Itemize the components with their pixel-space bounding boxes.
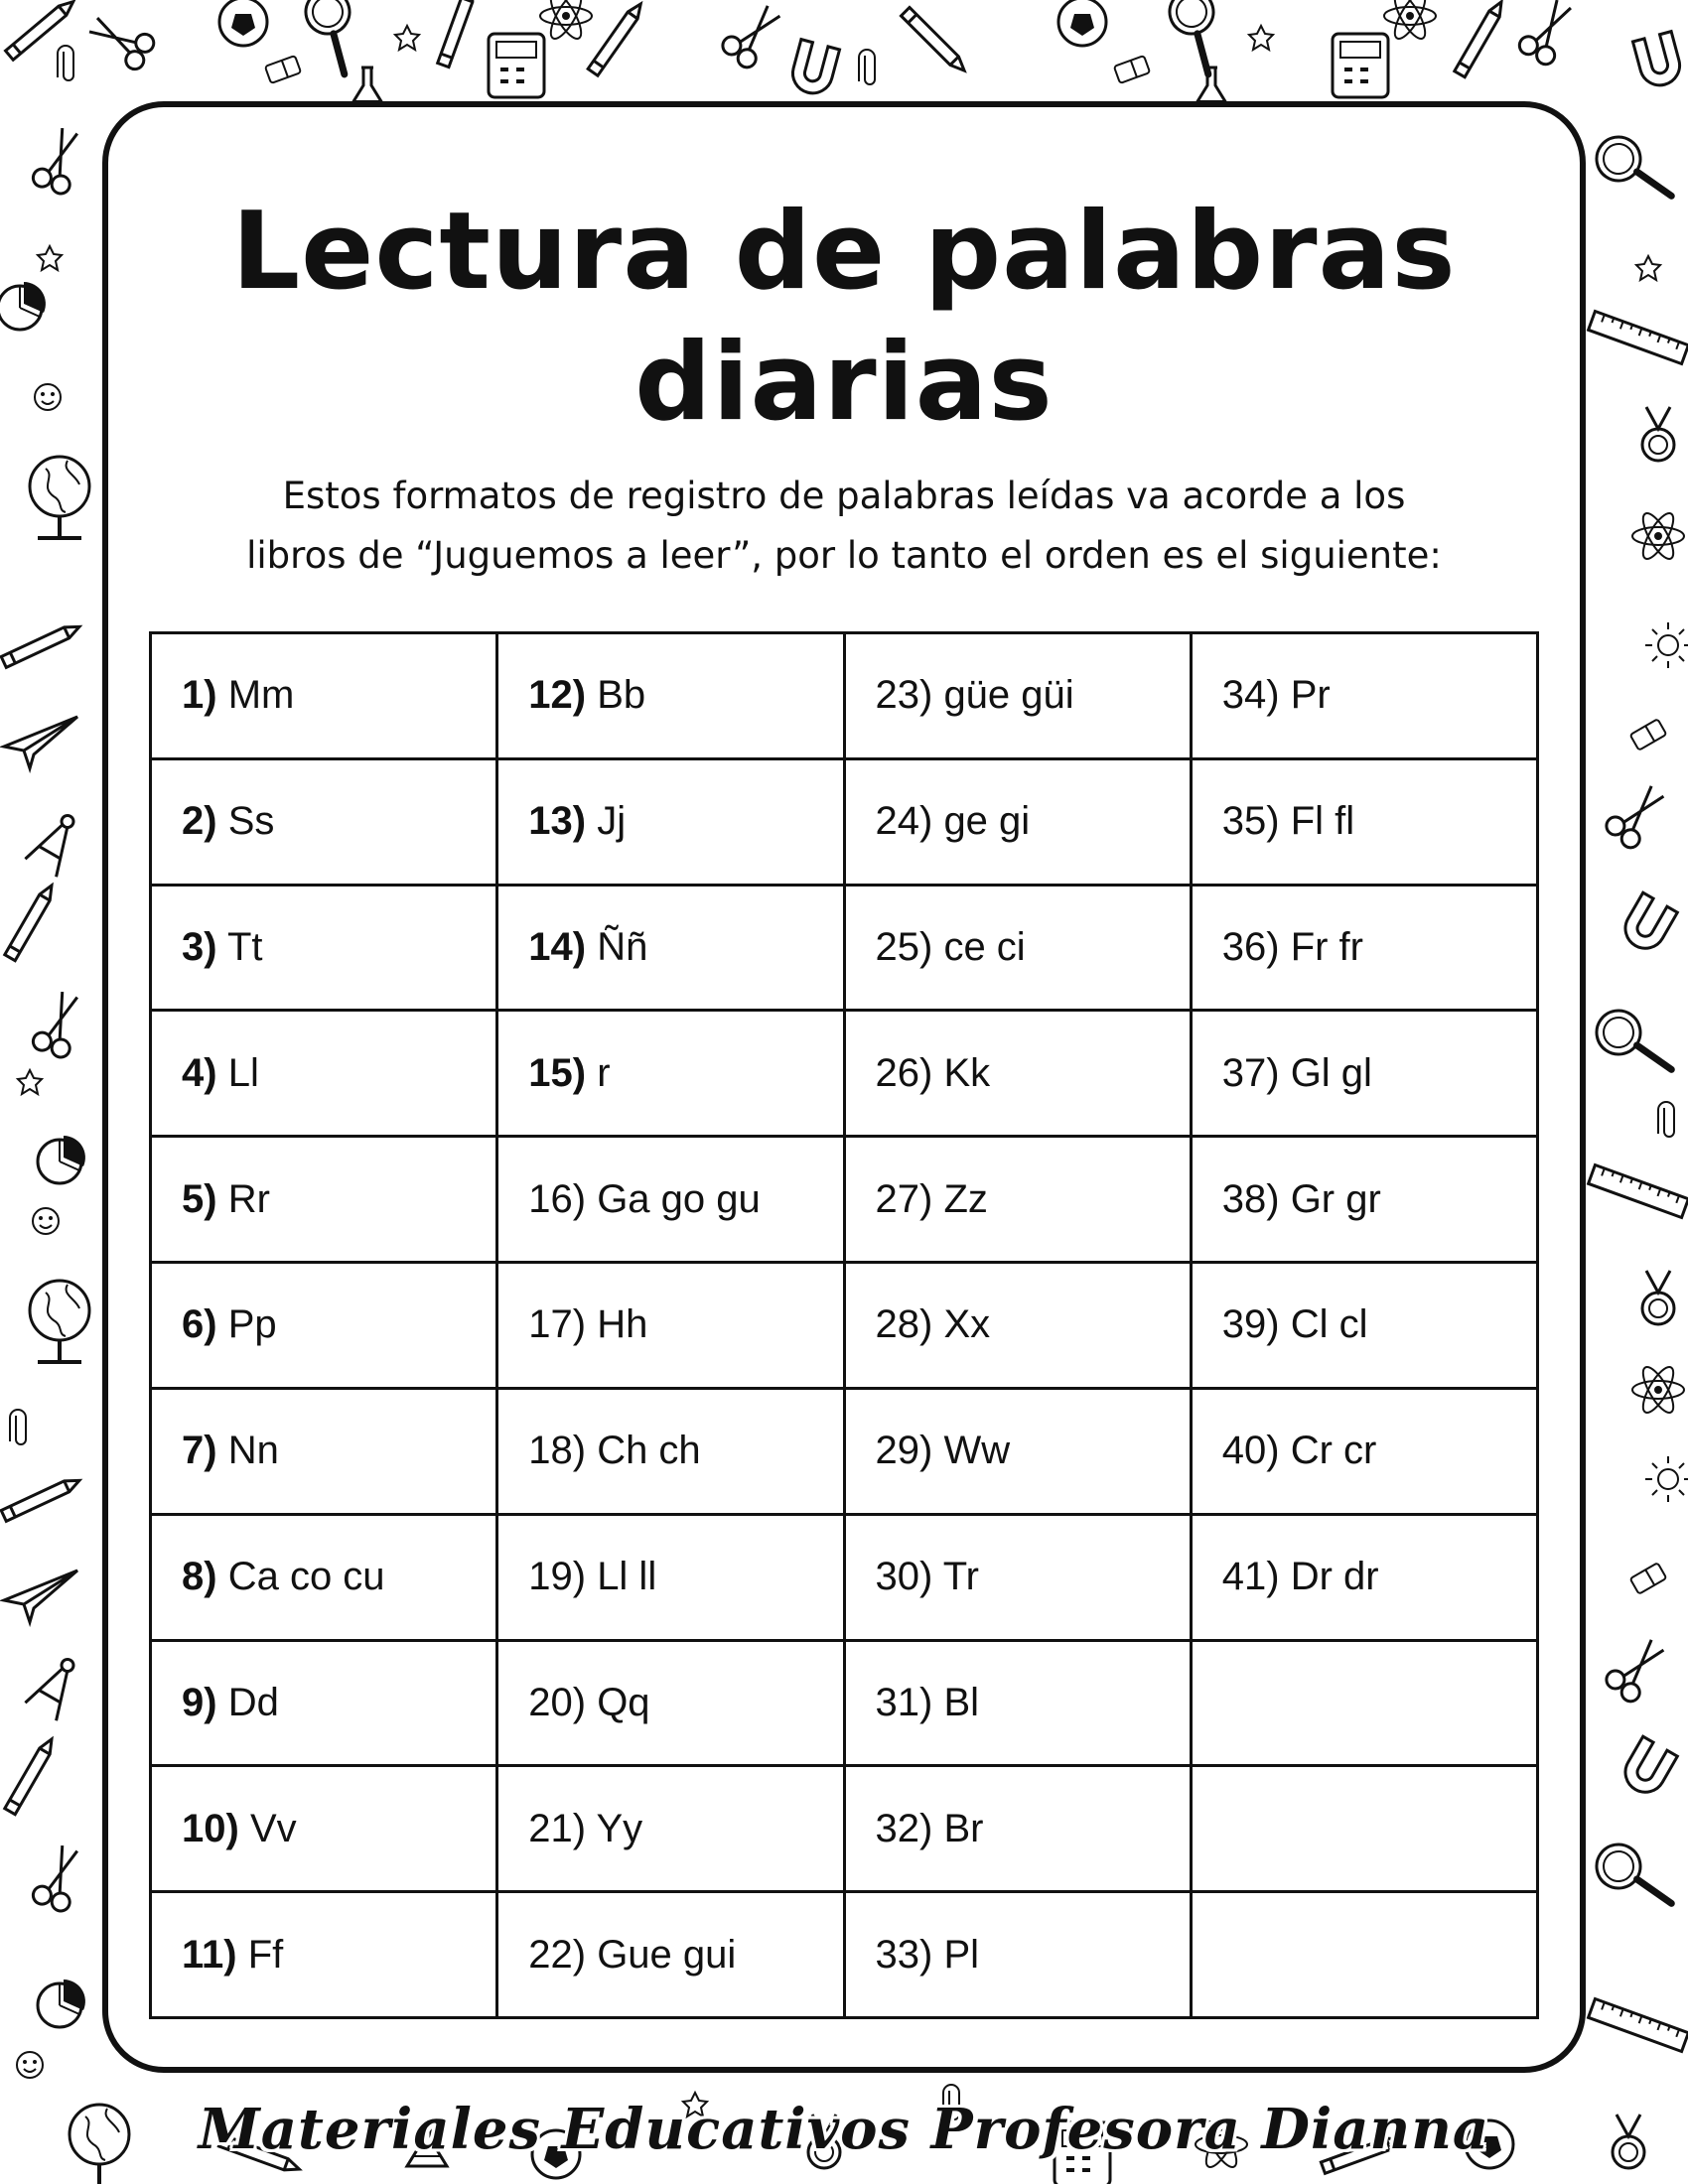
lesson-number: 35) [1221,799,1280,844]
lesson-number: 22) [528,1932,587,1977]
table-row [151,1137,1538,1263]
lesson-letters: Bl [943,1680,980,1724]
letter-cell [844,633,1191,759]
lesson-letters: Ff [247,1932,284,1977]
lesson-letters: Ll ll [597,1555,657,1599]
lesson-number: 2) [182,799,217,844]
letter-cell [151,1640,497,1766]
lesson-number: 3) [182,925,217,970]
letter-cell [1191,1514,1537,1640]
letter-cell [1191,758,1537,885]
lesson-letters: Vv [249,1806,297,1850]
lesson-number: 36) [1221,925,1280,970]
page-title [0,187,1688,449]
lesson-letters: Fr fr [1290,925,1363,970]
lesson-number: 32) [875,1806,933,1850]
letter-cell [497,758,844,885]
lesson-letters: Cr cr [1290,1429,1377,1473]
letter-cell [497,633,844,759]
lesson-number: 12) [528,673,587,718]
letter-cell [844,1640,1191,1766]
letter-cell [151,758,497,885]
table-row [151,633,1538,759]
lesson-letters: Ss [227,799,275,844]
lesson-number: 34) [1221,673,1280,718]
table-row [151,1263,1538,1389]
letter-cell [844,1514,1191,1640]
table-row [151,1514,1538,1640]
intro-line-1: Estos formatos de registro de palabras leídas va acorde a los [282,475,1406,517]
letter-cell [1191,1137,1537,1263]
letter-cell [151,1263,497,1389]
letter-cell [844,1137,1191,1263]
letter-cell [497,1011,844,1137]
lesson-number: 5) [182,1176,217,1221]
letter-cell [151,1011,497,1137]
lesson-letters: Gr gr [1290,1176,1381,1221]
lesson-number: 13) [528,799,587,844]
intro-text [0,467,1688,586]
lesson-letters: ce ci [943,925,1026,970]
lesson-letters: Bb [597,673,646,718]
letter-cell [1191,1766,1537,1892]
letter-cell [1191,1388,1537,1514]
letter-cell [844,885,1191,1011]
lesson-number: 11) [182,1932,237,1977]
lesson-number: 16) [528,1176,587,1221]
table-row [151,1766,1538,1892]
letter-cell [1191,1640,1537,1766]
lesson-number: 15) [528,1050,587,1095]
table-row [151,1388,1538,1514]
lesson-number: 1) [182,673,217,718]
lesson-number: 26) [875,1050,933,1095]
letters-table [149,631,1539,2019]
lesson-letters: Ga go gu [597,1176,761,1221]
letter-cell [1191,885,1537,1011]
letter-cell [497,1640,844,1766]
table-row [151,1011,1538,1137]
letter-cell [1191,633,1537,759]
lesson-letters: Tr [942,1555,979,1599]
lesson-number: 19) [528,1555,587,1599]
lesson-number: 10) [182,1806,239,1850]
lesson-letters: Mm [227,673,295,718]
table-row [151,1640,1538,1766]
letter-cell [151,885,497,1011]
table-row [151,758,1538,885]
lesson-number: 23) [875,673,933,718]
lesson-letters: Ca co cu [227,1555,385,1599]
lesson-number: 33) [875,1932,933,1977]
lesson-letters: Pr [1290,673,1331,718]
letter-cell [844,1388,1191,1514]
lesson-letters: Pp [227,1302,277,1347]
lesson-number: 9) [182,1680,217,1724]
lesson-letters: Ww [943,1429,1011,1473]
lesson-number: 29) [875,1429,933,1473]
letter-cell [151,1137,497,1263]
letter-cell [1191,1263,1537,1389]
letter-cell [497,1766,844,1892]
lesson-number: 17) [528,1302,587,1347]
footer-credit: Materiales Educativos Profesora Dianna [198,2097,1490,2162]
letter-cell [151,1388,497,1514]
lesson-number: 38) [1221,1176,1280,1221]
lesson-number: 40) [1221,1429,1280,1473]
letter-cell [151,1892,497,2018]
title-line-1: Lectura de palabras [231,190,1457,314]
lesson-letters: Ll [227,1050,259,1095]
letter-cell [844,1766,1191,1892]
lesson-number: 41) [1221,1555,1280,1599]
lesson-number: 18) [528,1429,587,1473]
lesson-number: 31) [875,1680,933,1724]
letter-cell [844,758,1191,885]
lesson-number: 39) [1221,1302,1280,1347]
lesson-letters: Ññ [597,925,648,970]
lesson-letters: Zz [943,1176,988,1221]
lesson-letters: Qq [597,1680,650,1724]
letter-cell [844,1011,1191,1137]
lesson-letters: ge gi [943,799,1031,844]
letter-cell [497,1514,844,1640]
lesson-letters: Dr dr [1290,1555,1379,1599]
lesson-number: 27) [875,1176,933,1221]
letter-cell [497,885,844,1011]
letter-cell [151,1514,497,1640]
letter-cell [151,633,497,759]
lesson-number: 30) [875,1555,933,1599]
lesson-letters: Hh [597,1302,648,1347]
lesson-number: 6) [182,1302,217,1347]
lesson-number: 37) [1221,1050,1280,1095]
letter-cell [844,1263,1191,1389]
lesson-letters: Pl [943,1932,980,1977]
letter-cell [497,1388,844,1514]
lesson-letters: Tt [226,925,263,970]
table-row [151,1892,1538,2018]
lesson-letters: Gue gui [597,1932,737,1977]
lesson-letters: Rr [227,1176,270,1221]
letter-cell [1191,1011,1537,1137]
table-row [151,885,1538,1011]
lesson-letters: Yy [596,1806,643,1850]
lesson-number: 24) [875,799,933,844]
letter-cell [497,1892,844,2018]
letter-cell [844,1892,1191,2018]
lesson-number: 20) [528,1680,587,1724]
lesson-letters: Jj [597,799,627,844]
letter-cell [497,1263,844,1389]
lesson-letters: r [597,1050,611,1095]
lesson-letters: Br [943,1806,984,1850]
title-line-2: diarias [634,321,1054,445]
lesson-letters: Kk [943,1050,991,1095]
lesson-letters: Nn [227,1429,279,1473]
lesson-letters: güe güi [943,673,1074,718]
lesson-number: 4) [182,1050,217,1095]
lesson-number: 28) [875,1302,933,1347]
lesson-number: 14) [528,925,587,970]
lesson-letters: Xx [943,1302,991,1347]
lesson-letters: Fl fl [1290,799,1355,844]
lesson-letters: Cl cl [1290,1302,1368,1347]
letter-cell [497,1137,844,1263]
letter-cell [151,1766,497,1892]
lesson-number: 8) [182,1555,217,1599]
lesson-letters: Ch ch [597,1429,701,1473]
lesson-number: 7) [182,1429,217,1473]
lesson-letters: Dd [227,1680,279,1724]
lesson-letters: Gl gl [1290,1050,1372,1095]
lesson-number: 25) [875,925,933,970]
intro-line-2: libros de “Juguemos a leer”, por lo tanto el orden es el siguiente: [246,534,1442,577]
letter-cell [1191,1892,1537,2018]
lesson-number: 21) [528,1806,587,1850]
